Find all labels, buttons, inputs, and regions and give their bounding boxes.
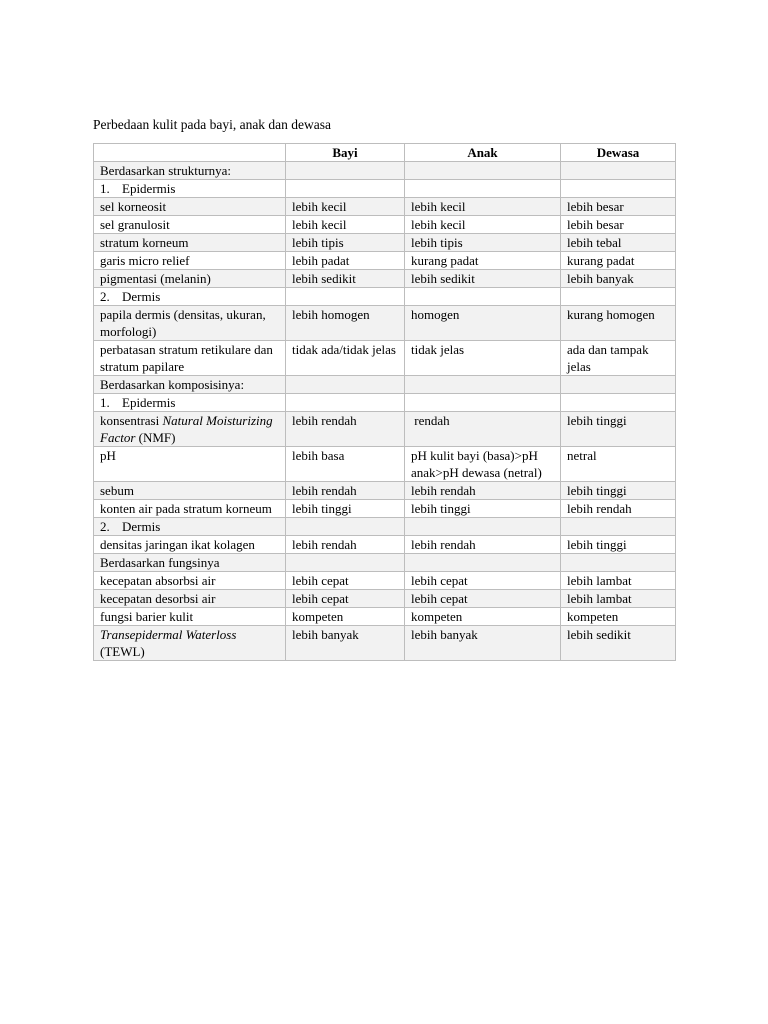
header-cell-bayi: Bayi [286,144,405,162]
label-prefix: konsentrasi [100,413,163,428]
cell-dewasa [561,394,676,412]
cell-dewasa: lebih lambat [561,572,676,590]
table-row [94,252,676,270]
cell-bayi: lebih kecil [286,198,405,216]
header-cell-dewasa: Dewasa [561,144,676,162]
list-number: 1. [100,395,110,410]
table-row [94,554,676,572]
cell-dewasa: lebih tinggi [561,412,676,447]
cell-dewasa: lebih lambat [561,590,676,608]
table-row [94,536,676,554]
cell-bayi: lebih cepat [286,590,405,608]
cell-dewasa: kurang homogen [561,306,676,341]
list-number: 2. [100,519,110,534]
cell-anak [405,180,561,198]
subsection-title: Dermis [122,519,161,534]
cell-bayi: lebih basa [286,447,405,482]
cell-anak: lebih kecil [405,216,561,234]
cell-anak: lebih cepat [405,572,561,590]
cell-bayi: lebih padat [286,252,405,270]
cell-dewasa [561,518,676,536]
cell-anak: kompeten [405,608,561,626]
cell-anak: lebih banyak [405,626,561,661]
row-label: kecepatan absorbsi air [94,572,286,590]
cell-bayi: lebih cepat [286,572,405,590]
table-row [94,412,676,447]
cell-dewasa: lebih besar [561,198,676,216]
row-label [94,518,286,536]
table-row [94,590,676,608]
row-label: konten air pada stratum korneum [94,500,286,518]
table-row [94,216,676,234]
cell-anak [405,376,561,394]
table-row [94,288,676,306]
table-row [94,341,676,376]
table-row [94,626,676,661]
cell-anak: lebih rendah [405,482,561,500]
cell-dewasa: lebih tebal [561,234,676,252]
row-label: stratum korneum [94,234,286,252]
cell-bayi: lebih rendah [286,482,405,500]
cell-anak: lebih rendah [405,536,561,554]
row-label: densitas jaringan ikat kolagen [94,536,286,554]
cell-anak [405,162,561,180]
subsection-title: Epidermis [122,395,176,410]
cell-anak: lebih cepat [405,590,561,608]
cell-anak [405,554,561,572]
cell-dewasa: netral [561,447,676,482]
cell-anak: lebih sedikit [405,270,561,288]
header-cell-anak: Anak [405,144,561,162]
cell-dewasa [561,376,676,394]
table-row [94,376,676,394]
header-cell-label [94,144,286,162]
table-header-row [94,144,676,162]
row-label [94,288,286,306]
cell-bayi: lebih rendah [286,536,405,554]
cell-bayi [286,180,405,198]
cell-dewasa: ada dan tampak jelas [561,341,676,376]
table-row [94,447,676,482]
cell-bayi: tidak ada/tidak jelas [286,341,405,376]
cell-anak [405,394,561,412]
row-label: sebum [94,482,286,500]
label-suffix: (NMF) [135,430,176,445]
row-label: Berdasarkan fungsinya [94,554,286,572]
cell-bayi [286,288,405,306]
table-row [94,306,676,341]
cell-dewasa [561,554,676,572]
cell-anak [405,288,561,306]
cell-anak: lebih tipis [405,234,561,252]
cell-dewasa [561,180,676,198]
cell-bayi: lebih sedikit [286,270,405,288]
row-label: sel granulosit [94,216,286,234]
cell-dewasa: lebih besar [561,216,676,234]
subsection-title: Epidermis [122,181,176,196]
cell-dewasa: lebih sedikit [561,626,676,661]
cell-anak: lebih kecil [405,198,561,216]
cell-anak [405,518,561,536]
cell-dewasa: lebih tinggi [561,536,676,554]
cell-anak: rendah [405,412,561,447]
row-label: Berdasarkan strukturnya: [94,162,286,180]
table-row [94,572,676,590]
cell-anak: tidak jelas [405,341,561,376]
table-row [94,394,676,412]
cell-bayi [286,394,405,412]
cell-dewasa: kompeten [561,608,676,626]
row-label: papila dermis (densitas, ukuran, morfologi) [94,306,286,341]
cell-dewasa [561,162,676,180]
cell-anak: kurang padat [405,252,561,270]
row-label: garis micro relief [94,252,286,270]
subsection-title: Dermis [122,289,161,304]
row-label: sel korneosit [94,198,286,216]
row-label: pH [94,447,286,482]
cell-bayi: lebih tipis [286,234,405,252]
table-row [94,270,676,288]
row-label: kecepatan desorbsi air [94,590,286,608]
label-italic: Transepidermal Waterloss [100,627,237,642]
cell-bayi: kompeten [286,608,405,626]
table-body [94,162,676,661]
table-row [94,518,676,536]
cell-dewasa: kurang padat [561,252,676,270]
cell-anak: homogen [405,306,561,341]
row-label: Berdasarkan komposisinya: [94,376,286,394]
cell-dewasa [561,288,676,306]
list-number: 2. [100,289,110,304]
cell-bayi: lebih rendah [286,412,405,447]
table-row [94,500,676,518]
cell-dewasa: lebih rendah [561,500,676,518]
table-row [94,162,676,180]
label-italic: Natural Moisturizing Factor [100,413,273,445]
cell-bayi [286,518,405,536]
row-label: pigmentasi (melanin) [94,270,286,288]
cell-bayi: lebih tinggi [286,500,405,518]
row-label: fungsi barier kulit [94,608,286,626]
row-label: perbatasan stratum retikulare dan stratum papilare [94,341,286,376]
document-title: Perbedaan kulit pada bayi, anak dan dewasa [93,117,332,132]
cell-bayi [286,376,405,394]
table-row [94,198,676,216]
label-suffix: (TEWL) [100,644,145,659]
row-label [94,412,286,447]
list-number: 1. [100,181,110,196]
cell-anak: pH kulit bayi (basa)>pH anak>pH dewasa (netral) [405,447,561,482]
table-row [94,608,676,626]
cell-bayi: lebih kecil [286,216,405,234]
cell-bayi: lebih homogen [286,306,405,341]
row-label [94,394,286,412]
cell-dewasa: lebih banyak [561,270,676,288]
row-label [94,180,286,198]
cell-dewasa: lebih tinggi [561,482,676,500]
cell-bayi [286,554,405,572]
table-row [94,482,676,500]
comparison-table [93,143,676,661]
cell-anak: lebih tinggi [405,500,561,518]
table-row [94,234,676,252]
row-label [94,626,286,661]
cell-bayi [286,162,405,180]
table-row [94,180,676,198]
cell-bayi: lebih banyak [286,626,405,661]
